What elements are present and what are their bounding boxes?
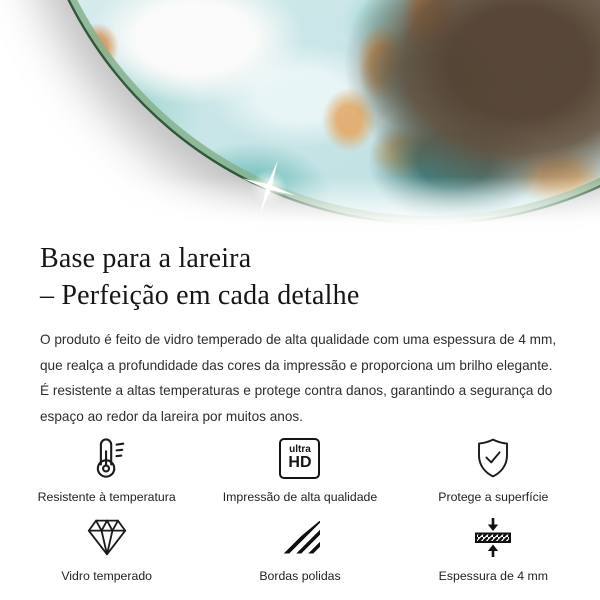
diamond-icon (85, 517, 129, 557)
feature-label: Impressão de alta qualidade (222, 490, 378, 504)
thermometer-icon (87, 437, 127, 479)
content-section (0, 240, 600, 429)
feature-tempered-glass (10, 516, 203, 584)
title-line-1: Base para a lareira (40, 243, 252, 274)
feature-label: Espessura de 4 mm (438, 569, 548, 583)
feature-surface-protection (397, 437, 590, 505)
feature-polished-edges (203, 516, 396, 584)
ultra-hd-icon: ultra HD (279, 438, 320, 479)
feature-label: Resistente à temperatura (37, 490, 176, 504)
product-description-text: O produto é feito de vidro temperado de alta qualidade com uma espessura de 4 mm, que realça a profundidade das cores da impressão e proporciona um brilho elegante. É resistente a altas temperaturas e protege contra danos, garantindo a segurança do espaço ao redor da lareira por muitos anos. (40, 332, 557, 424)
sparkle-icon (237, 155, 301, 219)
feature-label: Vidro temperado (61, 569, 153, 583)
title-line-2: – Perfeição em cada detalhe (40, 280, 360, 311)
feature-temperature (10, 437, 203, 505)
polished-edges-icon (280, 521, 320, 554)
shield-check-icon (472, 437, 514, 479)
feature-label: Protege a superfície (438, 490, 549, 504)
feature-thickness (397, 516, 590, 584)
hero-product-image (0, 0, 600, 235)
thickness-icon (473, 517, 513, 557)
feature-print-quality (203, 437, 396, 505)
page-title (40, 240, 560, 314)
feature-label: Bordas polidas (259, 569, 341, 583)
feature-grid (0, 437, 600, 595)
